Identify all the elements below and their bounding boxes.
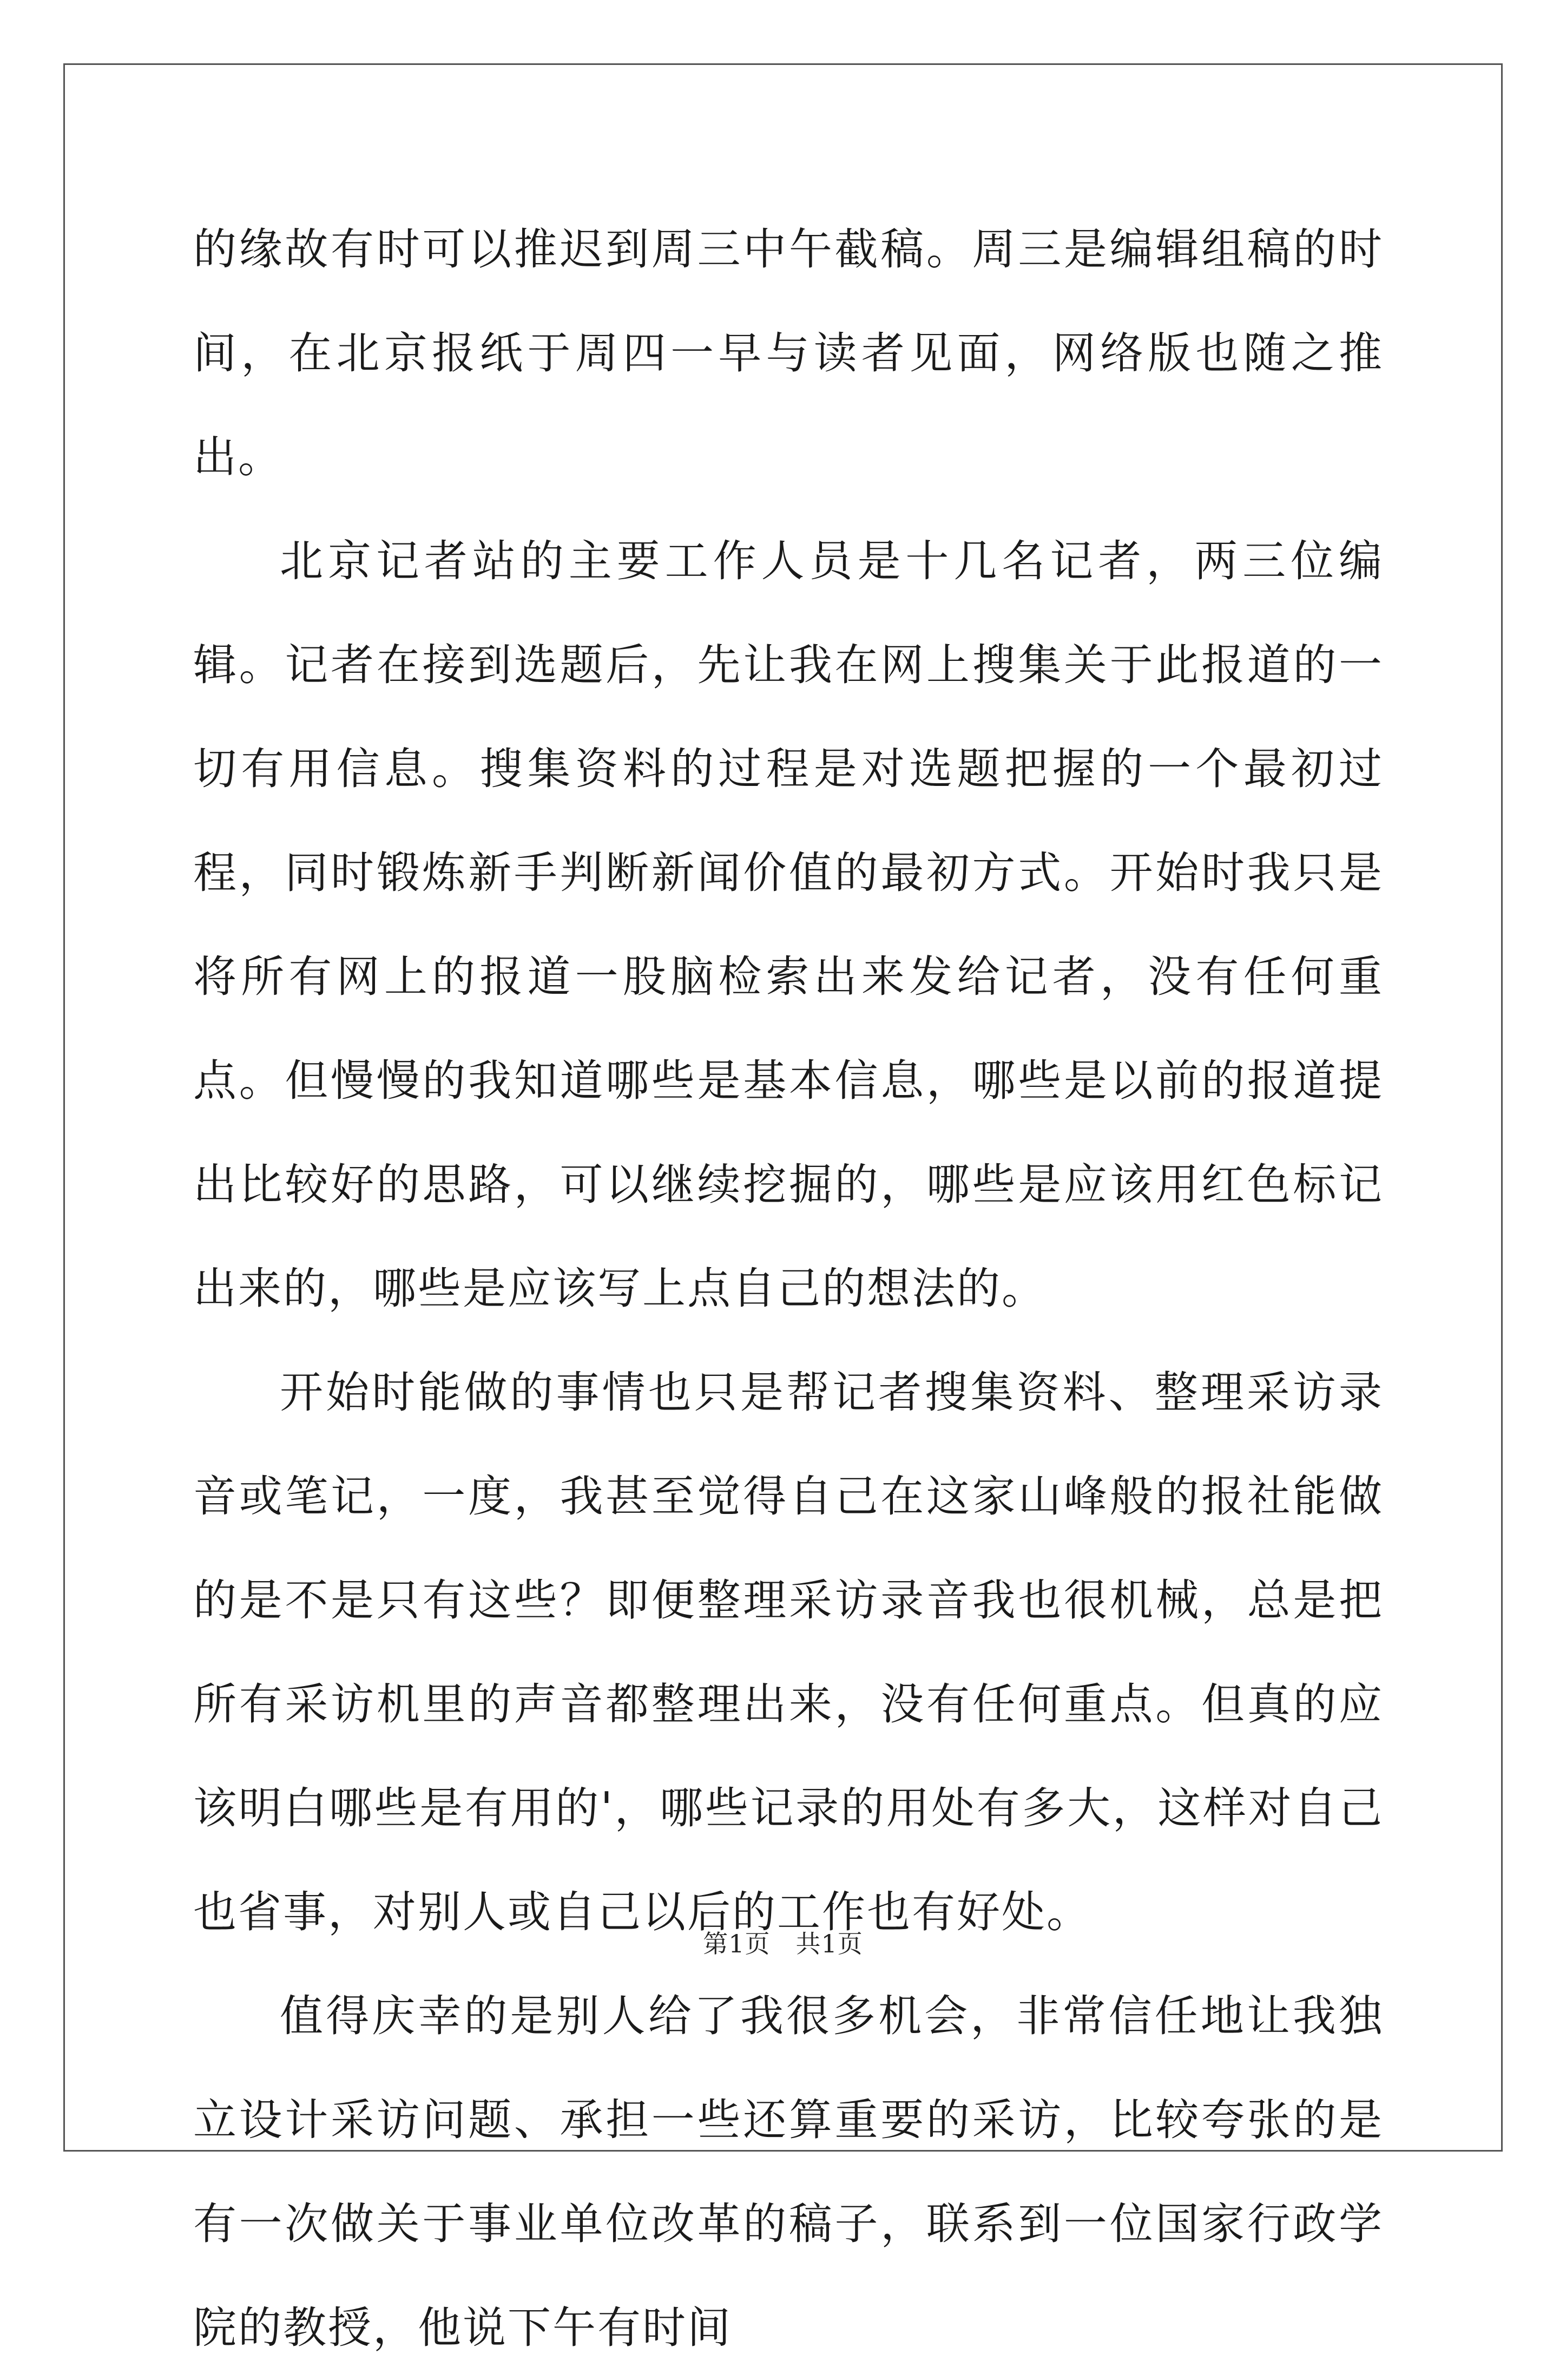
paragraph-4: 值得庆幸的是别人给了我很多机会，非常信任地让我独立设计采访问题、承担一些还算重要的采访，比较夸张的是有一次做关于事业单位改革的稿子，联系到一位国家行政学院的教授，他说下午有时间	[193, 1991, 1384, 2353]
paragraph-3: 开始时能做的事情也只是帮记者搜集资料、整理采访录音或笔记，一度，我甚至觉得自己在这家山峰般的报社能做的是不是只有这些？即便整理采访录音我也很机械，总是把所有采访机里的声音都整理出来，没有任何重点。但真的应该明白哪些是有用的'，哪些记录的用处有多大，这样对自己也省事，对别人或自己以后的工作也有好处。	[193, 1367, 1384, 1937]
paragraph-2: 北京记者站的主要工作人员是十几名记者，两三位编辑。记者在接到选题后，先让我在网上搜集关于此报道的一切有用信息。搜集资料的过程是对选题把握的一个最初过程，同时锻炼新手判断新闻价值的最初方式。开始时我只是将所有网上的报道一股脑检索出来发给记者，没有任何重点。但慢慢的我知道哪些是基本信息，哪些是以前的报道提出比较好的思路，可以继续挖掘的，哪些是应该用红色标记出来的，哪些是应该写上点自己的想法的。	[193, 536, 1384, 1314]
paragraph-1: 的缘故有时可以推迟到周三中午截稿。周三是编辑组稿的时间，在北京报纸于周四一早与读者见面，网络版也随之推出。	[193, 224, 1384, 482]
page-footer: 第1页 共1页	[703, 1929, 863, 1958]
document-body	[193, 198, 1384, 2380]
